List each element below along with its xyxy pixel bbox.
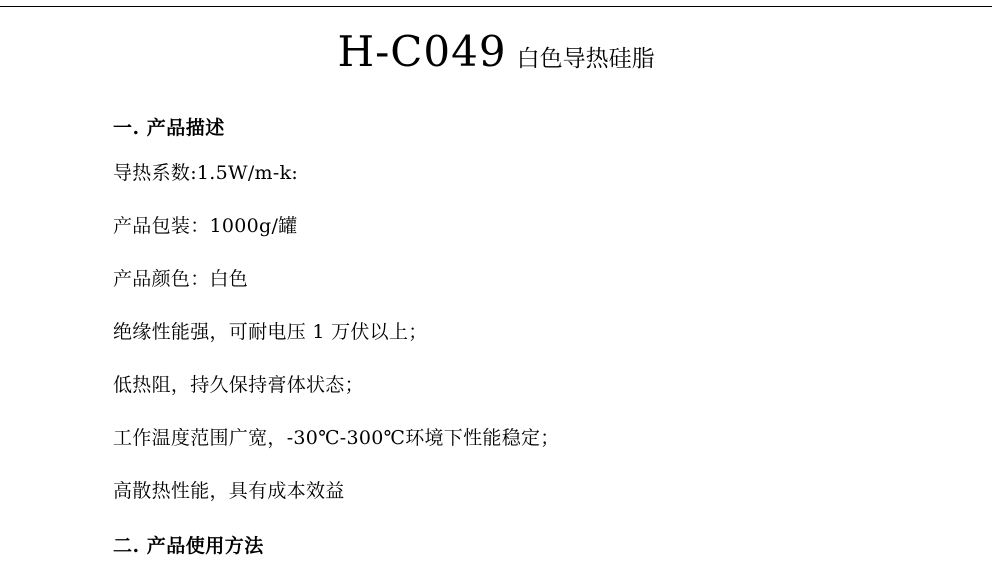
section-heading-product-description: 一. 产品描述: [113, 117, 225, 139]
section-heading-usage-method: 二. 产品使用方法: [113, 535, 264, 557]
spec-thermal-resistance: 低热阻，持久保持膏体状态；: [113, 374, 364, 396]
document-title: [0, 26, 992, 85]
spec-packaging: 产品包装：1000g/罐: [113, 215, 298, 237]
document-body: [113, 113, 933, 505]
product-name: 白色导热硅脂: [516, 46, 655, 72]
spec-temperature-range: 工作温度范围广宽，-30℃-300℃环境下性能稳定；: [113, 427, 560, 449]
spec-insulation: 绝缘性能强，可耐电压 1 万伏以上；: [113, 321, 428, 343]
page-top-divider: [0, 6, 992, 7]
product-code: H-C049: [337, 27, 507, 76]
spec-thermal-conductivity: 导热系数:1.5W/m-k:: [113, 162, 299, 184]
spec-heat-dissipation: 高散热性能，具有成本效益: [113, 480, 345, 502]
spec-color: 产品颜色：白色: [113, 268, 249, 290]
